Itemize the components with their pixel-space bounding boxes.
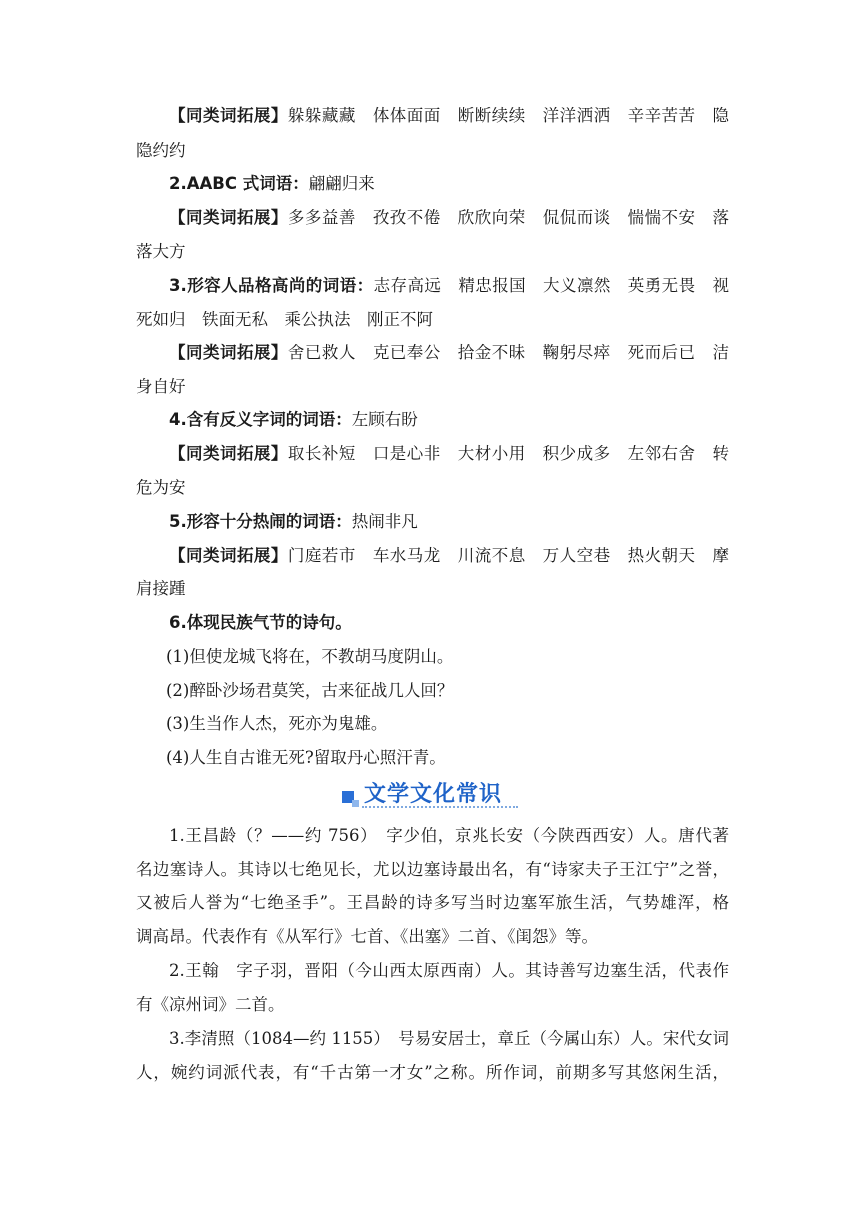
paragraph-line: 3.李清照（1084—约 1155） 号易安居士，章丘（今属山东）人。宋代女词: [169, 1029, 729, 1048]
synonym-extension-line: 【同类词拓展】多多益善 孜孜不倦 欣欣向荣 侃侃而谈 惴惴不安 落: [169, 208, 729, 227]
paragraph-line: 人，婉约词派代表，有“千古第一才女”之称。所作词，前期多写其悠闲生活，: [136, 1063, 729, 1082]
poem-line: (3)生当作人杰，死亦为鬼雄。: [166, 714, 388, 733]
continuation-line: 肩接踵: [136, 579, 186, 598]
category-heading: 2.AABC 式词语：翩翩归来: [169, 174, 375, 193]
continuation-line: 危为安: [136, 478, 186, 497]
paragraph-line: 1.王昌龄（？——约 756） 字少伯，京兆长安（今陕西西安）人。唐代著: [169, 826, 729, 845]
category-heading: 5.形容十分热闹的词语：热闹非凡: [169, 512, 418, 531]
poem-line: (4)人生自古谁无死?留取丹心照汗青。: [166, 748, 446, 767]
section-title-underline: [362, 806, 518, 808]
synonym-extension-line: 【同类词拓展】取长补短 口是心非 大材小用 积少成多 左邻右舍 转: [169, 444, 729, 463]
section-title: [340, 775, 525, 809]
square-bullet-accent-icon: [352, 800, 359, 807]
category-heading: 3.形容人品格高尚的词语：志存高远 精忠报国 大义凛然 英勇无畏 视: [169, 276, 729, 295]
poem-line: (1)但使龙城飞将在，不教胡马度阴山。: [166, 647, 454, 666]
synonym-extension-line: 【同类词拓展】舍已救人 克已奉公 拾金不昧 鞠躬尽瘁 死而后已 洁: [169, 343, 729, 362]
paragraph-line: 有《凉州词》二首。: [136, 995, 285, 1014]
paragraph-line: 名边塞诗人。其诗以七绝见长，尤以边塞诗最出名，有“诗家夫子王江宁”之誉，: [136, 860, 729, 879]
paragraph-line: 2.王翰 字子羽，晋阳（今山西太原西南）人。其诗善写边塞生活，代表作: [169, 961, 729, 980]
synonym-extension-line: 【同类词拓展】躲躲藏藏 体体面面 断断续续 洋洋洒洒 辛辛苦苦 隐: [169, 106, 729, 125]
paragraph-line: 又被后人誉为“七绝圣手”。王昌龄的诗多写当时边塞军旅生活，气势雄浑，格: [136, 893, 729, 912]
category-heading: 6.体现民族气节的诗句。: [169, 613, 352, 632]
paragraph-line: 调高昂。代表作有《从军行》七首、《出塞》二首、《闺怨》等。: [136, 927, 598, 946]
poem-line: (2)醉卧沙场君莫笑，古来征战几人回？: [166, 681, 454, 700]
continuation-line: 隐约约: [136, 141, 186, 160]
section-title-text: 文学文化常识: [364, 782, 503, 807]
continuation-line: 落大方: [136, 242, 186, 261]
synonym-extension-line: 【同类词拓展】门庭若市 车水马龙 川流不息 万人空巷 热火朝天 摩: [169, 546, 729, 565]
continuation-line: 身自好: [136, 377, 186, 396]
category-heading: 4.含有反义字词的词语：左顾右盼: [169, 410, 418, 429]
continuation-line: 死如归 铁面无私 乘公执法 刚正不阿: [136, 310, 433, 329]
